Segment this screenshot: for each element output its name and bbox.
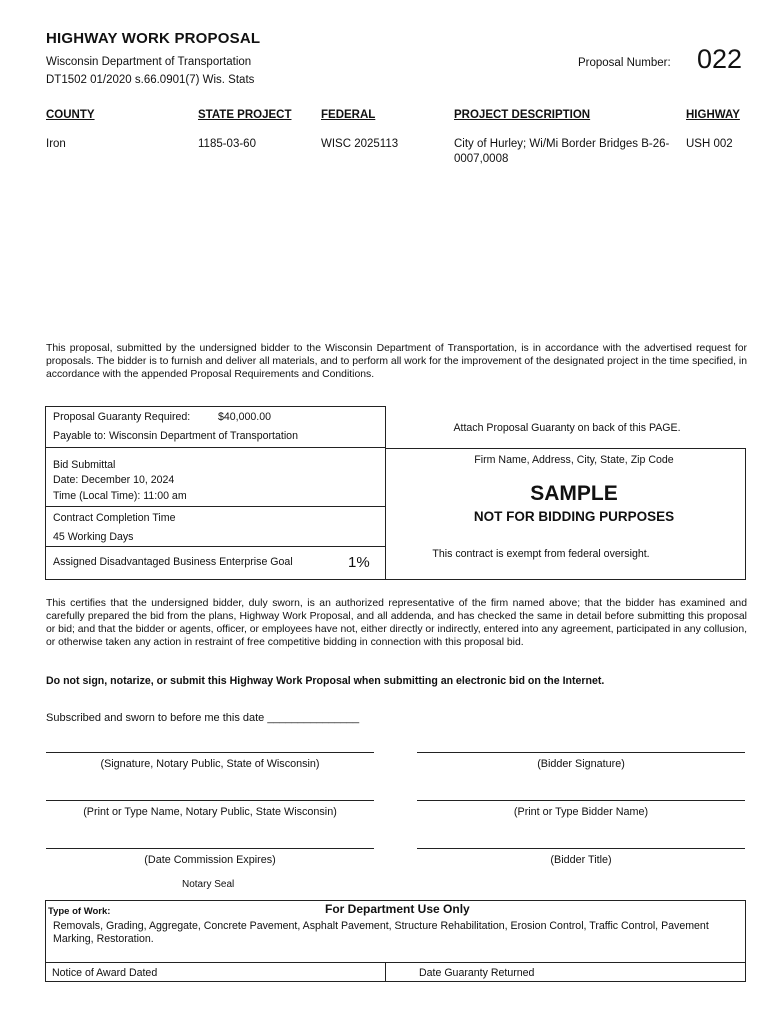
- project-description-value: City of Hurley; Wi/Mi Border Bridges B-26-0007,0008: [454, 138, 670, 165]
- firm-label: Firm Name, Address, City, State, Zip Code: [474, 454, 674, 466]
- notary-signature-line[interactable]: [46, 752, 374, 753]
- proposal-number-label: Proposal Number:: [578, 57, 671, 69]
- bidder-name-line[interactable]: [417, 800, 745, 801]
- bid-submittal-time: Time (Local Time): 11:00 am: [53, 490, 187, 502]
- department-name: Wisconsin Department of Transportation: [46, 56, 252, 68]
- highway-value: USH 002: [686, 138, 733, 150]
- intro-paragraph: This proposal, submitted by the undersigned bidder to the Wisconsin Department of Transportation, is in accordance with the advertised request for proposals. The bidder is to furnish and deliver all materials, and to perform all work for the improvement of the designated project in the time specified, in accordance with the appended Proposal Requirements and Conditions.: [46, 343, 747, 380]
- divider: [45, 506, 386, 507]
- bidder-name-label: (Print or Type Bidder Name): [513, 806, 649, 818]
- bidder-title-line[interactable]: [417, 848, 745, 849]
- type-of-work-label: Type of Work:: [48, 906, 111, 917]
- bidder-signature-line[interactable]: [417, 752, 745, 753]
- state-project-header: STATE PROJECT: [198, 109, 292, 121]
- notary-seal-label: Notary Seal: [182, 879, 235, 890]
- page-title: HIGHWAY WORK PROPOSAL: [46, 30, 261, 47]
- exempt-note: This contract is exempt from federal oversight.: [432, 548, 650, 560]
- county-header: COUNTY: [46, 109, 95, 121]
- bidder-signature-label: (Bidder Signature): [537, 758, 625, 770]
- guaranty-payable-to: Payable to: Wisconsin Department of Transportation: [53, 430, 298, 442]
- date-guaranty-returned-label: Date Guaranty Returned: [419, 967, 535, 979]
- notary-signature-label: (Signature, Notary Public, State of Wisconsin): [100, 758, 320, 770]
- completion-time-label: Contract Completion Time: [53, 512, 176, 524]
- department-use-heading: For Department Use Only: [325, 902, 470, 916]
- bid-submittal-date: Date: December 10, 2024: [53, 474, 175, 486]
- federal-value: WISC 2025113: [321, 138, 399, 150]
- sample-watermark: SAMPLE: [530, 482, 618, 505]
- type-of-work-value: Removals, Grading, Aggregate, Concrete Pavement, Asphalt Pavement, Structure Rehabilitation, Erosion Control, Traffic Control, Pavement Marking, Restoration.: [53, 920, 709, 945]
- divider: [385, 962, 386, 982]
- dbe-goal-label: Assigned Disadvantaged Business Enterprise Goal: [53, 556, 293, 568]
- completion-time-value: 45 Working Days: [53, 531, 134, 543]
- attach-guaranty-note: Attach Proposal Guaranty on back of this PAGE.: [453, 422, 681, 434]
- proposal-number: 022: [697, 44, 743, 74]
- notary-name-label: (Print or Type Name, Notary Public, State Wisconsin): [83, 806, 337, 818]
- not-for-bidding-note: NOT FOR BIDDING PURPOSES: [473, 509, 675, 524]
- highway-header: HIGHWAY: [686, 109, 740, 121]
- commission-expires-line[interactable]: [46, 848, 374, 849]
- bid-submittal-label: Bid Submittal: [53, 459, 116, 471]
- divider: [45, 447, 386, 448]
- subscribed-sworn-line: Subscribed and sworn to before me this date _______________: [46, 712, 360, 724]
- certification-paragraph: This certifies that the undersigned bidder, duly sworn, is an authorized representative of the firm named above; that the bidder has examined and carefully prepared the bid from the plans, Highway Work Proposal, and all addenda, and has checked the same in detail before submitting this proposal or bid; and that the bidder or agents, officer, or employees have not, either directly or indirectly, entered into any agreement, participated in any collusion, or otherwise taken any action in restraint of free competitive bidding in connection with this proposal bid.: [46, 598, 747, 648]
- project-description-header: PROJECT DESCRIPTION: [454, 109, 591, 121]
- divider: [45, 546, 386, 547]
- guaranty-required-label: Proposal Guaranty Required:: [53, 411, 191, 423]
- guaranty-required-amount: $40,000.00: [218, 411, 272, 423]
- notary-name-line[interactable]: [46, 800, 374, 801]
- divider: [45, 962, 746, 963]
- notice-of-award-label: Notice of Award Dated: [52, 967, 158, 979]
- federal-header: FEDERAL: [321, 109, 376, 121]
- county-value: Iron: [46, 138, 66, 150]
- commission-expires-label: (Date Commission Expires): [144, 854, 276, 866]
- electronic-bid-warning: Do not sign, notarize, or submit this Highway Work Proposal when submitting an electronic bid on the Internet.: [46, 675, 605, 687]
- bidder-title-label: (Bidder Title): [550, 854, 612, 866]
- form-code: DT1502 01/2020 s.66.0901(7) Wis. Stats: [46, 74, 255, 86]
- dbe-goal-value: 1%: [348, 554, 370, 571]
- state-project-value: 1185-03-60: [198, 138, 256, 150]
